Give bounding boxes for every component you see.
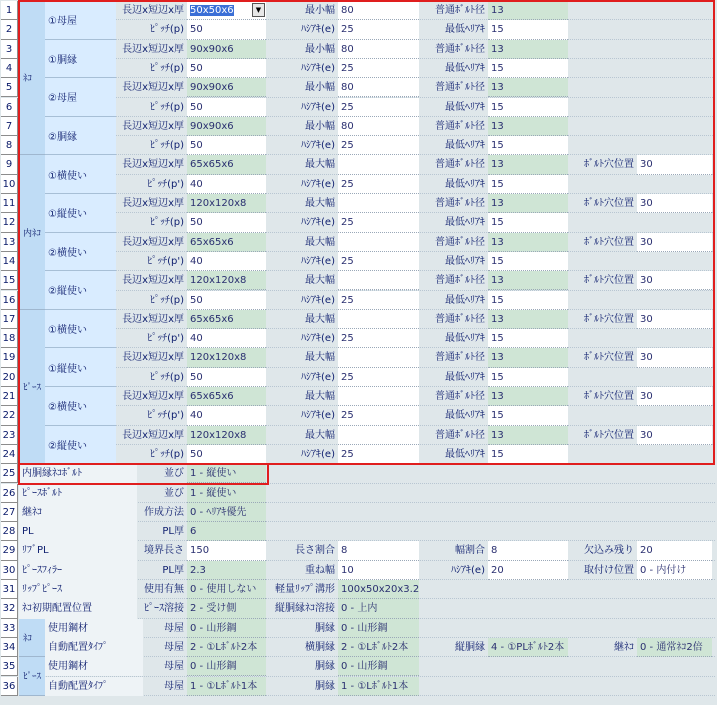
combobox-selected-text: 50x50x6	[190, 5, 234, 16]
row-number: 36	[1, 677, 18, 696]
field-value[interactable]	[338, 271, 419, 290]
field-label: 長辺x短辺x厚	[122, 120, 184, 132]
field-label: ﾋﾟｯﾁ(p)	[149, 101, 184, 113]
group-label: ①母屋	[45, 1, 116, 40]
dropdown-arrow-icon[interactable]: ▼	[252, 3, 265, 17]
field-label: 最小幅	[305, 5, 335, 16]
field-label: 最大幅	[305, 391, 335, 402]
field-label: ﾋﾟｰｽ溶接	[144, 603, 184, 615]
field-label: 最低ﾍﾘｱｷ	[445, 255, 485, 267]
field-value[interactable]: 120x120x8	[187, 271, 266, 290]
field-label: ﾎﾞﾙﾄ穴位置	[584, 429, 634, 441]
field-value[interactable]: 15	[488, 329, 568, 348]
field-value[interactable]: 65x65x6	[187, 310, 266, 329]
field-value[interactable]: 1 - 縦使い	[187, 484, 266, 503]
field-label: 横胴縁	[305, 641, 335, 653]
row-number: 5	[1, 78, 18, 97]
field-value[interactable]: 40	[187, 329, 266, 348]
field-label: 普通ﾎﾞﾙﾄ径	[435, 352, 485, 364]
field-label: 最小幅	[305, 82, 335, 94]
row-number: 25	[1, 464, 18, 483]
field-value[interactable]: 13	[488, 155, 568, 174]
field-label: 欠込み残り	[584, 545, 634, 557]
field-label: 普通ﾎﾞﾙﾄ径	[435, 120, 485, 132]
field-value[interactable]: 30	[637, 348, 712, 367]
field-label: 長辺x短辺x厚	[122, 159, 184, 171]
field-label: 最低ﾍﾘｱｷ	[445, 24, 485, 36]
field-value[interactable]: 30	[637, 426, 712, 445]
row-number: 11	[1, 194, 18, 213]
field-value[interactable]: 0 - 内付け	[637, 561, 712, 580]
group-label: ①胴縁	[45, 40, 116, 79]
field-value[interactable]: 15	[488, 175, 568, 194]
field-value[interactable]: 15	[488, 252, 568, 271]
field-label: 並び	[164, 487, 184, 499]
field-label: 並び	[164, 468, 184, 480]
section-label-neko: ﾈｺ	[19, 1, 45, 155]
group-label: ②横使い	[45, 387, 116, 426]
field-label: 母屋	[164, 661, 184, 673]
field-label: 普通ﾎﾞﾙﾄ径	[435, 236, 485, 248]
field-value[interactable]	[338, 233, 419, 252]
field-value[interactable]: 2 - ①Lﾎﾞﾙﾄ2本	[338, 638, 419, 657]
field-value[interactable]: 30	[637, 271, 712, 290]
field-value[interactable]	[338, 194, 419, 213]
field-label: 重ね幅	[305, 564, 335, 576]
row-name: 内胴縁ﾈｺﾎﾞﾙﾄ	[19, 464, 137, 483]
row-name: 使用鋼材	[45, 619, 143, 638]
field-value[interactable]: 8	[338, 541, 419, 560]
field-value[interactable]: 25	[338, 291, 419, 310]
field-label: 胴縁	[315, 680, 335, 692]
field-label: ﾊｼｱｷ(e)	[301, 294, 335, 306]
field-label: 最低ﾍﾘｱｷ	[445, 140, 485, 152]
row-number: 12	[1, 213, 18, 232]
field-value[interactable]: 13	[488, 426, 568, 445]
field-label: ﾎﾞﾙﾄ穴位置	[584, 198, 634, 209]
field-label: ﾊｼｱｷ(e)	[301, 448, 335, 460]
row-number: 10	[1, 175, 18, 194]
row-name: 継ﾈｺ	[19, 503, 137, 522]
field-value[interactable]: 120x120x8	[187, 348, 266, 367]
field-value[interactable]: 40	[187, 406, 266, 425]
field-label: ﾊｼｱｷ(e)	[301, 62, 335, 74]
group-label: ①横使い	[45, 155, 116, 194]
field-label: 胴縁	[315, 622, 335, 634]
field-value[interactable]: 0 - 山形鋼	[338, 657, 419, 676]
row-number: 19	[1, 348, 18, 367]
field-label: ﾋﾟｯﾁ(p)	[149, 62, 184, 74]
field-label: ﾋﾟｯﾁ(p)	[149, 371, 184, 383]
field-value[interactable]: 30	[637, 387, 712, 406]
row-number: 22	[1, 406, 18, 425]
field-value[interactable]: 0 - ﾍﾘｱｷ優先	[187, 503, 266, 522]
field-label: ﾋﾟｯﾁ(p')	[147, 333, 184, 345]
field-label: ﾎﾞﾙﾄ穴位置	[584, 391, 634, 402]
field-value[interactable]: 30	[637, 194, 712, 213]
field-value[interactable]: 1 - 縦使い	[187, 464, 266, 483]
group-label: ①横使い	[45, 310, 116, 349]
field-label: ﾋﾟｯﾁ(p)	[149, 140, 184, 152]
field-label: ﾊｼｱｷ(e)	[301, 101, 335, 113]
field-value[interactable]: 15	[488, 368, 568, 387]
field-value[interactable]: 50	[187, 368, 266, 387]
field-label: 最大幅	[305, 429, 335, 441]
size-combobox[interactable]	[187, 1, 266, 20]
row-number: 34	[1, 638, 18, 657]
field-value[interactable]: 13	[488, 310, 568, 329]
field-value[interactable]: 13	[488, 271, 568, 290]
section-label-neko-auto: ﾈｺ	[19, 619, 45, 658]
field-value[interactable]: 13	[488, 117, 568, 136]
field-label: 最大幅	[305, 159, 335, 171]
field-value[interactable]: 65x65x6	[187, 387, 266, 406]
field-value[interactable]: 25	[338, 213, 419, 232]
field-value[interactable]: 50	[187, 445, 266, 464]
field-label: ﾎﾞﾙﾄ穴位置	[584, 159, 634, 171]
row-number: 3	[1, 40, 18, 59]
group-label: ①縦使い	[45, 194, 116, 233]
row-number: 8	[1, 136, 18, 155]
field-value[interactable]: 25	[338, 445, 419, 464]
field-value[interactable]: 25	[338, 175, 419, 194]
field-value[interactable]: 80	[338, 1, 419, 20]
field-label: 最低ﾍﾘｱｷ	[445, 101, 485, 113]
group-label: ②胴縁	[45, 117, 116, 156]
field-value[interactable]	[338, 155, 419, 174]
field-value[interactable]: 25	[338, 20, 419, 39]
row-number: 2	[1, 20, 18, 39]
row-name: 使用鋼材	[45, 657, 143, 676]
row-number: 23	[1, 426, 18, 445]
field-label: 長さ割合	[295, 545, 335, 557]
field-value[interactable]: 80	[338, 40, 419, 59]
group-label: ②縦使い	[45, 271, 116, 310]
row-number: 26	[1, 484, 18, 503]
field-value[interactable]: 15	[488, 445, 568, 464]
field-value[interactable]: 15	[488, 136, 568, 155]
field-label: 最低ﾍﾘｱｷ	[445, 62, 485, 74]
field-label: 普通ﾎﾞﾙﾄ径	[435, 275, 485, 287]
field-label: ﾊｼｱｷ(e)	[301, 410, 335, 422]
field-value[interactable]: 0 - 山形鋼	[187, 619, 266, 638]
field-value[interactable]	[338, 387, 419, 406]
field-label: ﾋﾟｯﾁ(p')	[147, 255, 184, 267]
field-value[interactable]: 15	[488, 98, 568, 117]
field-value[interactable]: 13	[488, 387, 568, 406]
field-label: 母屋	[164, 641, 184, 653]
field-value[interactable]: 80	[338, 78, 419, 97]
field-label: 軽量ﾘｯﾌﾟ溝形	[275, 584, 335, 595]
field-value[interactable]: 100x50x20x3.2	[338, 580, 419, 599]
row-name: ﾋﾟｰｽﾎﾞﾙﾄ	[19, 484, 137, 503]
row-number: 29	[1, 541, 18, 560]
row-number: 35	[1, 657, 18, 676]
field-label: 普通ﾎﾞﾙﾄ径	[435, 82, 485, 94]
field-label: ﾋﾟｯﾁ(p)	[149, 294, 184, 306]
field-value[interactable]: 25	[338, 329, 419, 348]
field-label: 幅割合	[455, 545, 485, 557]
field-value[interactable]: 90x90x6	[187, 40, 266, 59]
field-value[interactable]: 13	[488, 1, 568, 20]
row-number: 20	[1, 368, 18, 387]
row-number: 18	[1, 329, 18, 348]
row-number: 28	[1, 522, 18, 541]
field-value[interactable]: 40	[187, 175, 266, 194]
field-label: 最低ﾍﾘｱｷ	[445, 294, 485, 306]
field-value[interactable]: 0 - 通常ﾈｺ2倍	[637, 638, 712, 657]
field-label: ﾊｼｱｷ(e)	[301, 24, 335, 36]
field-value[interactable]: 25	[338, 59, 419, 78]
field-label: ﾋﾟｯﾁ(p)	[149, 24, 184, 36]
field-value[interactable]: 2 - ①Lﾎﾞﾙﾄ2本	[187, 638, 266, 657]
field-label: 母屋	[164, 622, 184, 634]
field-label: 最大幅	[305, 352, 335, 364]
row-number: 7	[1, 117, 18, 136]
field-label: 最小幅	[305, 43, 335, 55]
field-label: 長辺x短辺x厚	[122, 391, 184, 402]
field-label: 最低ﾍﾘｱｷ	[445, 178, 485, 190]
field-label: ﾊｼｱｷ(e)	[301, 333, 335, 345]
field-label: 最低ﾍﾘｱｷ	[445, 371, 485, 383]
field-label: 最低ﾍﾘｱｷ	[445, 448, 485, 460]
section-label-piece-auto: ﾋﾟｰｽ	[19, 657, 45, 696]
row-name: ﾈｺ初期配置位置	[19, 599, 137, 618]
field-label: 最低ﾍﾘｱｷ	[445, 410, 485, 422]
row-number: 33	[1, 619, 18, 638]
field-value[interactable]: 150	[187, 541, 266, 560]
field-label: ﾎﾞﾙﾄ穴位置	[584, 236, 634, 248]
field-label: 長辺x短辺x厚	[122, 352, 184, 364]
field-label: 長辺x短辺x厚	[122, 5, 184, 16]
field-label: 普通ﾎﾞﾙﾄ径	[435, 391, 485, 402]
field-label: ﾎﾞﾙﾄ穴位置	[584, 275, 634, 287]
row-number: 9	[1, 155, 18, 174]
field-label: 長辺x短辺x厚	[122, 198, 184, 209]
row-name: PL	[19, 522, 137, 541]
field-label: 普通ﾎﾞﾙﾄ径	[435, 313, 485, 325]
field-value[interactable]: 25	[338, 98, 419, 117]
field-value[interactable]: 30	[637, 155, 712, 174]
field-value[interactable]: 15	[488, 20, 568, 39]
field-value[interactable]: 50	[187, 98, 266, 117]
field-label: PL厚	[162, 564, 184, 576]
field-value[interactable]: 6	[187, 522, 266, 541]
field-label: 長辺x短辺x厚	[122, 275, 184, 287]
field-value[interactable]: 90x90x6	[187, 117, 266, 136]
field-value[interactable]: 30	[637, 233, 712, 252]
field-label: 縦胴縁ﾈｺ溶接	[275, 603, 335, 615]
field-label: 普通ﾎﾞﾙﾄ径	[435, 159, 485, 171]
section-label-piece: ﾋﾟｰｽ	[19, 310, 45, 464]
field-label: 境界長さ	[144, 545, 184, 557]
field-value[interactable]: 13	[488, 233, 568, 252]
field-value[interactable]: 25	[338, 252, 419, 271]
field-value[interactable]: 2.3	[187, 561, 266, 580]
field-label: 継ﾈｺ	[614, 641, 634, 653]
row-number: 15	[1, 271, 18, 290]
field-label: ﾋﾟｯﾁ(p')	[147, 178, 184, 190]
field-value[interactable]: 2 - 受け側	[187, 599, 266, 618]
field-value[interactable]: 120x120x8	[187, 194, 266, 213]
group-label: ②母屋	[45, 78, 116, 117]
group-label: ②横使い	[45, 233, 116, 272]
field-label: ﾋﾟｯﾁ(p)	[149, 448, 184, 460]
field-label: 縦胴縁	[455, 641, 485, 653]
field-value[interactable]	[338, 310, 419, 329]
field-value[interactable]: 25	[338, 368, 419, 387]
row-number: 24	[1, 445, 18, 464]
field-label: PL厚	[162, 526, 184, 538]
field-label: ﾊｼｱｷ(e)	[301, 217, 335, 229]
field-value[interactable]: 65x65x6	[187, 155, 266, 174]
field-label: 長辺x短辺x厚	[122, 236, 184, 248]
field-label: ﾊｼｱｷ(e)	[301, 371, 335, 383]
field-value[interactable]: 8	[488, 541, 568, 560]
field-value[interactable]: 25	[338, 406, 419, 425]
field-label: ﾊｼｱｷ(e)	[301, 140, 335, 152]
field-label: 最大幅	[305, 313, 335, 325]
field-value[interactable]: 1 - ①Lﾎﾞﾙﾄ1本	[187, 677, 266, 696]
field-value[interactable]: 13	[488, 194, 568, 213]
row-name: ﾘｯﾌﾟﾋﾟｰｽ	[19, 580, 137, 599]
field-label: 母屋	[164, 680, 184, 692]
field-value[interactable]: 20	[488, 561, 568, 580]
field-label: 長辺x短辺x厚	[122, 313, 184, 325]
field-label: ﾊｼｱｷ(e)	[451, 564, 485, 576]
row-number: 14	[1, 252, 18, 271]
row-number: 30	[1, 561, 18, 580]
field-label: ﾎﾞﾙﾄ穴位置	[584, 352, 634, 364]
field-value[interactable]: 0 - 使用しない	[187, 580, 266, 599]
field-value[interactable]: 25	[338, 136, 419, 155]
field-label: 長辺x短辺x厚	[122, 82, 184, 94]
row-number: 16	[1, 291, 18, 310]
field-label: ﾋﾟｯﾁ(p)	[149, 217, 184, 229]
field-label: 最大幅	[305, 275, 335, 287]
field-value[interactable]	[338, 426, 419, 445]
field-value[interactable]: 50	[187, 213, 266, 232]
field-value[interactable]: 0 - 山形鋼	[187, 657, 266, 676]
group-label: ①縦使い	[45, 348, 116, 387]
field-value[interactable]: 50	[187, 291, 266, 310]
field-label: 長辺x短辺x厚	[122, 429, 184, 441]
row-number: 32	[1, 599, 18, 618]
field-value[interactable]: 50	[187, 59, 266, 78]
row-number: 31	[1, 580, 18, 599]
field-value[interactable]: 13	[488, 78, 568, 97]
field-value[interactable]: 4 - ①PLﾎﾞﾙﾄ2本	[488, 638, 568, 657]
field-label: ﾋﾟｯﾁ(p')	[147, 410, 184, 422]
field-value[interactable]: 80	[338, 117, 419, 136]
field-value[interactable]: 0 - 上内	[338, 599, 419, 618]
field-label: 最大幅	[305, 236, 335, 248]
field-value[interactable]: 30	[637, 310, 712, 329]
field-value[interactable]: 15	[488, 291, 568, 310]
row-number: 21	[1, 387, 18, 406]
field-label: ﾎﾞﾙﾄ穴位置	[584, 313, 634, 325]
section-label-uchi_neko: 内ﾈｺ	[19, 155, 45, 309]
field-label: 最低ﾍﾘｱｷ	[445, 333, 485, 345]
row-number: 4	[1, 59, 18, 78]
row-number: 13	[1, 233, 18, 252]
row-name: ﾘﾌﾞPL	[19, 541, 137, 560]
row-number: 1	[1, 1, 18, 20]
field-value[interactable]: 10	[338, 561, 419, 580]
field-value[interactable]: 20	[637, 541, 712, 560]
field-label: 使用有無	[144, 584, 184, 595]
row-number: 27	[1, 503, 18, 522]
field-value[interactable]: 50	[187, 20, 266, 39]
field-value[interactable]: 15	[488, 406, 568, 425]
field-label: 最低ﾍﾘｱｷ	[445, 217, 485, 229]
field-label: 普通ﾎﾞﾙﾄ径	[435, 43, 485, 55]
field-value[interactable]: 13	[488, 348, 568, 367]
field-label: 最小幅	[305, 120, 335, 132]
field-label: 作成方法	[144, 506, 184, 518]
field-value[interactable]	[338, 348, 419, 367]
field-label: ﾊｼｱｷ(e)	[301, 178, 335, 190]
field-label: ﾊｼｱｷ(e)	[301, 255, 335, 267]
field-value[interactable]: 0 - 山形鋼	[338, 619, 419, 638]
field-value[interactable]: 15	[488, 59, 568, 78]
row-number: 17	[1, 310, 18, 329]
field-value[interactable]: 15	[488, 213, 568, 232]
row-name: 自動配置ﾀｲﾌﾟ	[45, 677, 143, 696]
field-label: 取付け位置	[584, 564, 634, 576]
field-value[interactable]: 65x65x6	[187, 233, 266, 252]
field-label: 普通ﾎﾞﾙﾄ径	[435, 429, 485, 441]
field-label: 胴縁	[315, 661, 335, 673]
field-label: 長辺x短辺x厚	[122, 43, 184, 55]
field-value[interactable]: 90x90x6	[187, 78, 266, 97]
field-value[interactable]: 40	[187, 252, 266, 271]
field-value[interactable]: 1 - ①Lﾎﾞﾙﾄ1本	[338, 677, 419, 696]
field-value[interactable]: 120x120x8	[187, 426, 266, 445]
field-value[interactable]: 50	[187, 136, 266, 155]
row-number: 6	[1, 98, 18, 117]
field-label: 普通ﾎﾞﾙﾄ径	[435, 5, 485, 16]
field-label: 最大幅	[305, 198, 335, 209]
group-label: ②縦使い	[45, 426, 116, 465]
row-name: ﾋﾟｰｽﾌｨﾗｰ	[19, 561, 137, 580]
row-name: 自動配置ﾀｲﾌﾟ	[45, 638, 143, 657]
field-label: 普通ﾎﾞﾙﾄ径	[435, 198, 485, 209]
field-value[interactable]: 13	[488, 40, 568, 59]
